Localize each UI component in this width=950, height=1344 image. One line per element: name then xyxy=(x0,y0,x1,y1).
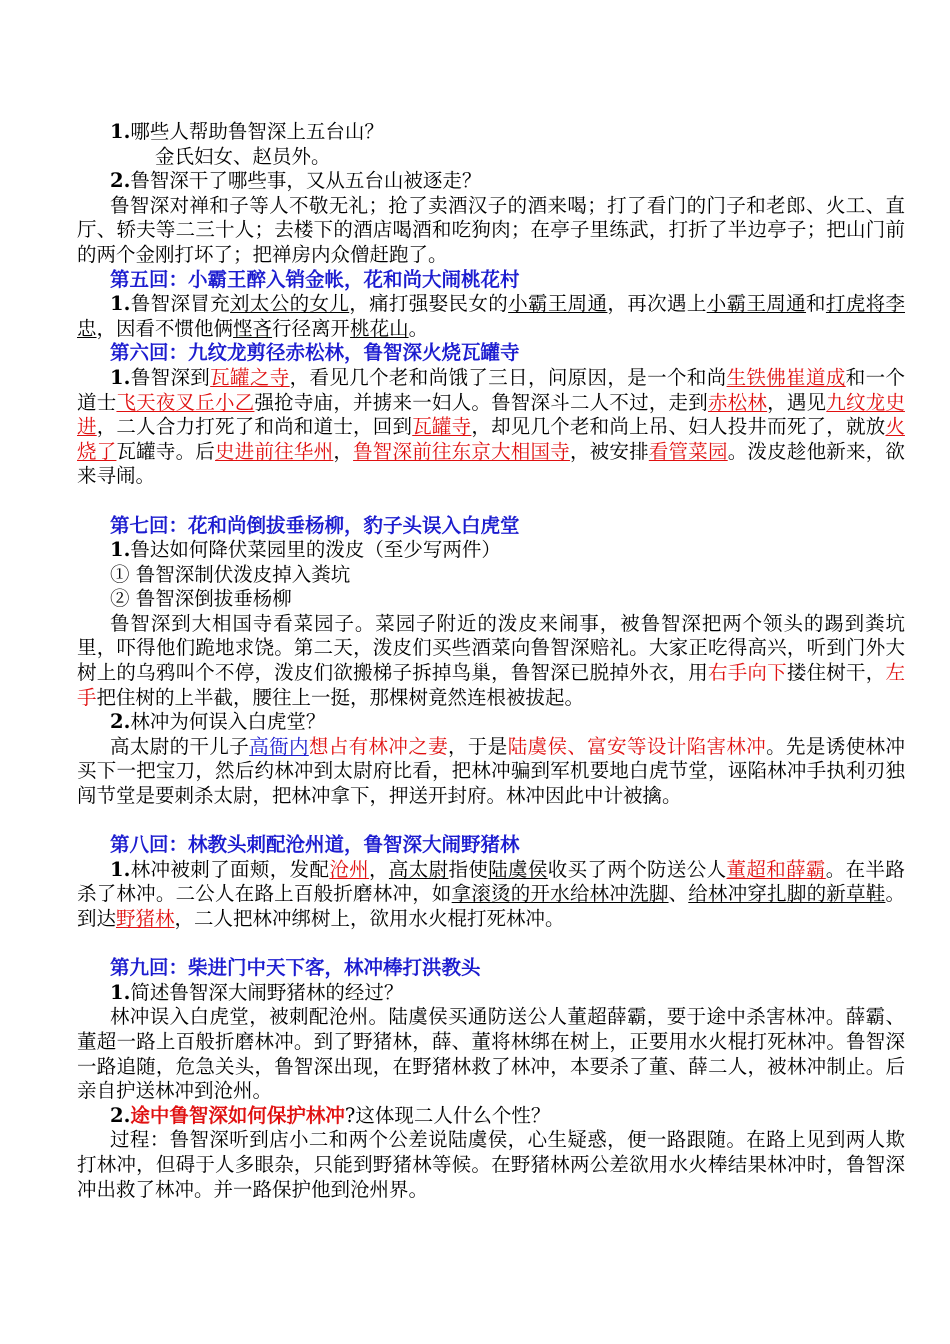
text: ，看见几个老和尚饿了三日，问原因，是一个和尚 xyxy=(289,365,727,389)
text: ， xyxy=(333,439,354,463)
chapter-9-answer-2: 过程：鲁智深听到店小二和两个公差说陆虞侯，心生疑惑，便一路跟随。在路上见到两人欺打林冲，但碍于人多眼杂，只能到野猪林等候。在野猪林两公差欲用水火棒结果林冲时，鲁智深冲出救了林冲。并一路保护他到沧州界。 xyxy=(77,1128,905,1201)
underlined-text: 高太尉 xyxy=(388,857,449,881)
highlighted-text: 途中鲁智深如何保护林冲 xyxy=(130,1103,345,1127)
list-item: ① 鲁智深制伏泼皮掉入粪坑 xyxy=(110,562,351,586)
question-text: 鲁达如何降伏菜园里的泼皮（至少写两件） xyxy=(130,538,501,562)
text: ，却见几个老和尚上吊、妇人投井而死了，就放 xyxy=(471,415,886,439)
text: ，因看不惯他俩 xyxy=(96,316,234,340)
highlighted-text: 陆虞侯、富安等设计陷害林冲 xyxy=(507,734,767,758)
text: ，再次遇上 xyxy=(607,292,707,316)
chapter-9-heading: 第九回：柴进门中天下客，林冲棒打洪教头 xyxy=(110,956,481,980)
chapter-7-answer-2 xyxy=(77,735,905,809)
text: ，被安排 xyxy=(569,439,649,463)
text: ， xyxy=(369,857,389,881)
underlined-text: 小霸王周通 xyxy=(706,292,807,316)
question-number: 1. xyxy=(110,365,131,389)
text: 。在半路杀了林冲。二公人在路上百般折磨林冲，如 xyxy=(77,857,905,906)
chapter-9-question-1 xyxy=(77,981,905,1006)
text: 高太尉的干儿子 xyxy=(110,734,250,758)
underlined-text: 陆虞侯 xyxy=(488,857,548,881)
text: 鲁智深到大相国寺看菜园子。菜园子附近的泼皮来闹事，被鲁智深把两个领头的踢到粪坑里，吓得他们跪地求饶。第二天，泼皮们买些酒菜向鲁智深赔礼。大家正吃得高兴，听到门外大树上的乌鸦叫个不停，泼皮们欲搬梯子拆掉鸟巢，鲁智深已脱掉外衣，用 xyxy=(77,611,905,685)
chapter-7-answer-1 xyxy=(77,612,905,710)
question-text: 鲁智深干了哪些事，又从五台山被逐走？ xyxy=(130,169,482,193)
text: 鲁智深到 xyxy=(130,365,211,389)
highlighted-text: 火烧了 xyxy=(77,415,905,463)
chapter-6-paragraph xyxy=(77,366,905,489)
highlighted-text: 史进前往华州 xyxy=(215,439,334,463)
highlighted-text: 赤松林 xyxy=(707,390,768,414)
chapter-5-heading: 第五回：小霸王醉入销金帐，花和尚大闹桃花村 xyxy=(110,267,520,291)
text: 指使 xyxy=(448,857,489,881)
highlighted-text: 九纹龙史进 xyxy=(77,390,905,439)
text: ，痛打强娶民女的 xyxy=(349,292,509,316)
question-number: 1. xyxy=(110,857,131,881)
answer-2: 鲁智深对禅和子等人不敬无礼；抢了卖酒汉子的酒来喝；打了看门的门子和老郎、火工、直厅、轿夫等二三十人；去楼下的酒店喝酒和吃狗肉；在亭子里练武，打折了半边亭子；把山门前的两个金刚打坏了；把禅房内众僧赶跑了。 xyxy=(77,193,905,266)
question-number: 1. xyxy=(110,980,131,1004)
underlined-text: 给林冲穿扎脚的新草鞋 xyxy=(688,882,886,906)
highlighted-text: 沧州 xyxy=(329,857,370,881)
chapter-5-paragraph xyxy=(77,292,905,341)
text: 。泼皮趁他新来，欲来寻闹。 xyxy=(77,439,905,488)
text: ，于是 xyxy=(448,734,508,758)
highlighted-text: 生铁佛崔道成 xyxy=(726,365,846,389)
text: 搂住树干， xyxy=(786,661,886,685)
question-number: 2. xyxy=(110,169,131,193)
text: ，遇见 xyxy=(767,390,827,414)
underlined-text: 高衙内 xyxy=(249,734,309,758)
underlined-text: 小霸王周通 xyxy=(508,292,608,316)
text: 、 xyxy=(668,882,689,906)
underlined-text: 拿滚烫的开水给林冲洗脚 xyxy=(451,882,669,906)
underlined-text: 悭吝 xyxy=(233,316,273,340)
text: 把住树的上半截，腰往上一挺，那棵树竟然连根被拔起。 xyxy=(96,685,585,709)
highlighted-text: 瓦罐之寺 xyxy=(210,365,290,389)
highlighted-text: 右手向下 xyxy=(707,661,787,685)
spacer xyxy=(77,932,905,957)
chapter-9-question-2 xyxy=(77,1104,905,1129)
question-number: 2. xyxy=(110,710,131,734)
chapter-7-heading: 第七回：花和尚倒拔垂杨柳，豹子头误入白虎堂 xyxy=(110,513,520,537)
highlighted-text: 野猪林 xyxy=(116,907,175,930)
text: 。到达 xyxy=(77,882,905,930)
text: ，二人合力打死了和尚和道士，回到 xyxy=(96,415,413,439)
question-text: ?这体现二人什么个性？ xyxy=(344,1103,551,1127)
highlighted-text: 瓦罐寺 xyxy=(412,415,472,439)
chapter-6-heading: 第六回：九纹龙剪径赤松林，鲁智深火烧瓦罐寺 xyxy=(110,341,520,365)
highlighted-text: 董超和薛霸 xyxy=(726,857,826,881)
text: 。 xyxy=(408,316,429,340)
text: 和一个道士 xyxy=(77,365,905,414)
text: 瓦罐寺。后 xyxy=(116,439,216,463)
underlined-text: 刘太公的女儿 xyxy=(230,292,350,316)
underlined-text: 桃花山 xyxy=(350,316,409,340)
spacer xyxy=(77,809,905,834)
spacer xyxy=(77,489,905,514)
highlighted-text: 鲁智深前往东京大相国寺 xyxy=(353,439,570,463)
document-page xyxy=(77,120,905,1202)
text: 。先是诱使林冲买下一把宝刀，然后约林冲到太尉府比看，把林冲骗到军机要地白虎节堂，诬陷林冲手执利刃独闯节堂是要刺杀太尉，把林冲拿下，押送开封府。林冲因此中计被擒。 xyxy=(77,734,905,808)
underlined-text: 打虎将李忠 xyxy=(77,292,905,340)
chapter-8-heading: 第八回：林教头刺配沧州道，鲁智深大闹野猪林 xyxy=(110,833,520,857)
highlighted-text: 想占有林冲之妻 xyxy=(308,734,449,758)
chapter-7-question-1 xyxy=(77,538,905,563)
highlighted-text: 看管菜园 xyxy=(648,439,728,463)
chapter-8-paragraph xyxy=(77,858,905,932)
question-text: 哪些人帮助鲁智深上五台山？ xyxy=(130,120,384,143)
text: ，二人把林冲绑树上，欲用水火棍打死林冲。 xyxy=(174,907,565,930)
list-item: ② 鲁智深倒拔垂杨柳 xyxy=(110,587,292,611)
highlighted-text: 飞天夜叉丘小乙 xyxy=(116,390,255,414)
answer-1: 金氏妇女、赵员外。 xyxy=(155,144,331,168)
highlighted-text: 左手 xyxy=(77,661,905,709)
question-1 xyxy=(77,120,905,145)
chapter-7-question-2 xyxy=(77,710,905,735)
question-2 xyxy=(77,169,905,194)
text: 鲁智深冒充 xyxy=(130,292,231,316)
text: 和 xyxy=(806,292,826,316)
text: 强抢寺庙，并掳来一妇人。鲁智深斗二人不过，走到 xyxy=(254,390,708,414)
text: 林冲被刺了面颊，发配 xyxy=(130,857,330,881)
text: 收买了两个防送公人 xyxy=(547,857,727,881)
question-number: 1. xyxy=(110,120,131,143)
question-text: 简述鲁智深大闹野猪林的经过？ xyxy=(130,980,404,1004)
chapter-9-answer-1: 林冲误入白虎堂，被刺配沧州。陆虞侯买通防送公人董超薛霸，要于途中杀害林冲。薛霸、董超一路上百般折磨林冲。到了野猪林，薛、董将林绑在树上，正要用水火棍打死林冲。鲁智深一路追随，危急关头，鲁智深出现，在野猪林救了林冲，本要杀了董、薛二人，被林冲制止。后亲自护送林冲到沧州。 xyxy=(77,1005,905,1103)
question-number: 2. xyxy=(110,1103,131,1127)
question-number: 1. xyxy=(110,538,131,562)
question-number: 1. xyxy=(110,292,131,316)
question-text: 林冲为何误入白虎堂？ xyxy=(130,710,326,734)
text: 行径离开 xyxy=(272,316,351,340)
